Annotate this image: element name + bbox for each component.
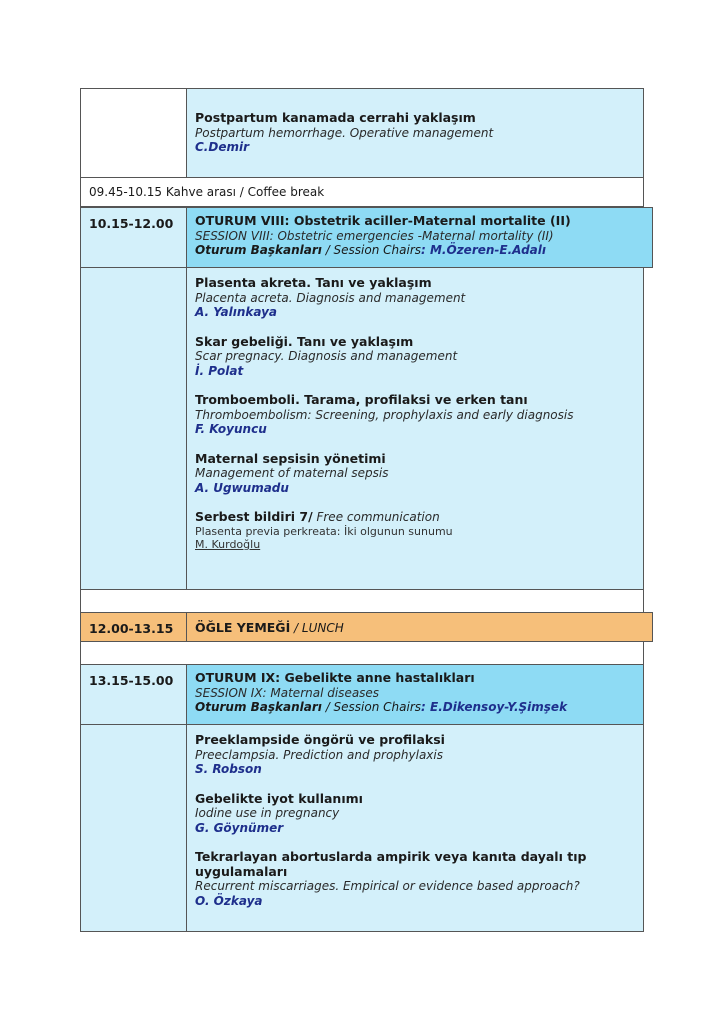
session9-title-en: SESSION IX: Maternal diseases bbox=[195, 685, 380, 700]
talk-speaker: F. Koyuncu bbox=[195, 422, 267, 436]
lunch-label-cell bbox=[187, 613, 652, 641]
session9-chairs bbox=[195, 700, 635, 715]
talk-speaker: G. Göynümer bbox=[195, 820, 284, 835]
talk-item bbox=[195, 452, 635, 496]
session8-time: 10.15-12.00 bbox=[89, 216, 174, 231]
free-comm-author: M. Kurdoğlu bbox=[195, 538, 261, 551]
talk-speaker: O. Özkaya bbox=[195, 893, 263, 908]
session9-time: 13.15-15.00 bbox=[89, 673, 174, 688]
talk-item bbox=[195, 335, 635, 379]
talk-item bbox=[195, 850, 635, 908]
talk-item bbox=[195, 276, 635, 320]
session8-title-en: SESSION VIII: Obstetric emergencies -Maternal mortality (II) bbox=[195, 228, 554, 243]
talk-title-tr: Maternal sepsisin yönetimi bbox=[195, 450, 386, 466]
content-cell bbox=[187, 268, 643, 589]
talk-speaker: S. Robson bbox=[195, 762, 262, 776]
session8-chairs bbox=[195, 243, 644, 258]
chairs-label-tr: Oturum Başkanları bbox=[195, 700, 322, 714]
time-cell-empty bbox=[81, 725, 187, 931]
lunch-time-cell bbox=[81, 613, 187, 641]
chairs-label-en: / Session Chairs bbox=[321, 700, 422, 714]
talk-speaker: C.Demir bbox=[195, 140, 249, 154]
program-row-postpartum bbox=[80, 88, 644, 178]
lunch-label-tr: ÖĞLE YEMEĞİ bbox=[195, 620, 291, 635]
session8-time-cell bbox=[81, 208, 187, 267]
coffee-break-row bbox=[80, 177, 644, 207]
content-cell bbox=[187, 89, 643, 177]
talk-title-tr: Plasenta akreta. Tanı ve yaklaşım bbox=[195, 275, 432, 290]
chairs-label-en: / Session Chairs bbox=[321, 243, 422, 257]
talk-title-tr: Postpartum kanamada cerrahi yaklaşım bbox=[195, 110, 476, 125]
talk-speaker: A. Ugwumadu bbox=[195, 480, 289, 495]
talk-item bbox=[195, 792, 635, 836]
talk-title-en: Scar pregnacy. Diagnosis and management bbox=[195, 349, 458, 363]
talk-title-tr: Tromboemboli. Tarama, profilaksi ve erken tanı bbox=[195, 392, 528, 407]
session9-title-tr: OTURUM IX: Gebelikte anne hastalıkları bbox=[195, 670, 475, 685]
time-cell-empty bbox=[81, 89, 187, 177]
session9-talks-row bbox=[80, 724, 644, 932]
session8-talks-row bbox=[80, 267, 644, 590]
session8-title-tr: OTURUM VIII: Obstetrik aciller-Maternal mortalite (II) bbox=[195, 213, 571, 228]
chairs-names: : M.Özeren-E.Adalı bbox=[421, 243, 546, 257]
content-cell bbox=[187, 725, 643, 931]
session9-time-cell bbox=[81, 665, 187, 724]
session9-header-row bbox=[80, 664, 644, 725]
talk-title-en: Recurrent miscarriages. Empirical or evidence based approach? bbox=[195, 879, 580, 893]
time-cell-empty bbox=[81, 268, 187, 589]
lunch-time: 12.00-13.15 bbox=[89, 621, 174, 636]
talk-title-en: Iodine use in pregnancy bbox=[195, 806, 340, 820]
talk-title-tr: Skar gebeliği. Tanı ve yaklaşım bbox=[195, 333, 414, 349]
talk-title-tr: Gebelikte iyot kullanımı bbox=[195, 790, 363, 806]
talk-title-en: Postpartum hemorrhage. Operative management bbox=[195, 125, 494, 140]
talk-title-tr: Preeklampside öngörü ve profilaksi bbox=[195, 732, 445, 747]
chairs-label-tr: Oturum Başkanları bbox=[195, 243, 322, 257]
talk-speaker: A. Yalınkaya bbox=[195, 305, 278, 319]
talk-title-en: Thromboembolism: Screening, prophylaxis and early diagnosis bbox=[195, 407, 574, 422]
talk-item bbox=[195, 111, 635, 155]
talk-title-tr: Tekrarlayan abortuslarda ampirik veya kanıta dayalı tıp uygulamaları bbox=[195, 849, 587, 879]
session8-title-cell bbox=[187, 208, 652, 267]
talk-item bbox=[195, 393, 635, 437]
talk-speaker: İ. Polat bbox=[195, 363, 244, 378]
coffee-break-text: 09.45-10.15 Kahve arası / Coffee break bbox=[89, 185, 325, 199]
free-comm-label-tr: Serbest bildiri 7/ bbox=[195, 509, 313, 524]
spacer-row bbox=[80, 641, 644, 665]
free-comm-title: Plasenta previa perkreata: İki olgunun sunumu bbox=[195, 524, 453, 538]
free-communication bbox=[195, 510, 635, 552]
lunch-label-en: / LUNCH bbox=[290, 621, 344, 635]
talk-title-en: Management of maternal sepsis bbox=[195, 466, 389, 480]
talk-title-en: Placenta acreta. Diagnosis and management bbox=[195, 290, 466, 305]
chairs-names: : E.Dikensoy-Y.Şimşek bbox=[421, 700, 568, 714]
free-comm-label-en: Free communication bbox=[312, 510, 440, 524]
session9-title-cell bbox=[187, 665, 643, 724]
lunch-row bbox=[80, 612, 653, 642]
spacer-row bbox=[80, 589, 644, 613]
talk-title-en: Preeclampsia. Prediction and prophylaxis bbox=[195, 747, 443, 762]
talk-item bbox=[195, 733, 635, 777]
session8-header-row bbox=[80, 207, 653, 268]
